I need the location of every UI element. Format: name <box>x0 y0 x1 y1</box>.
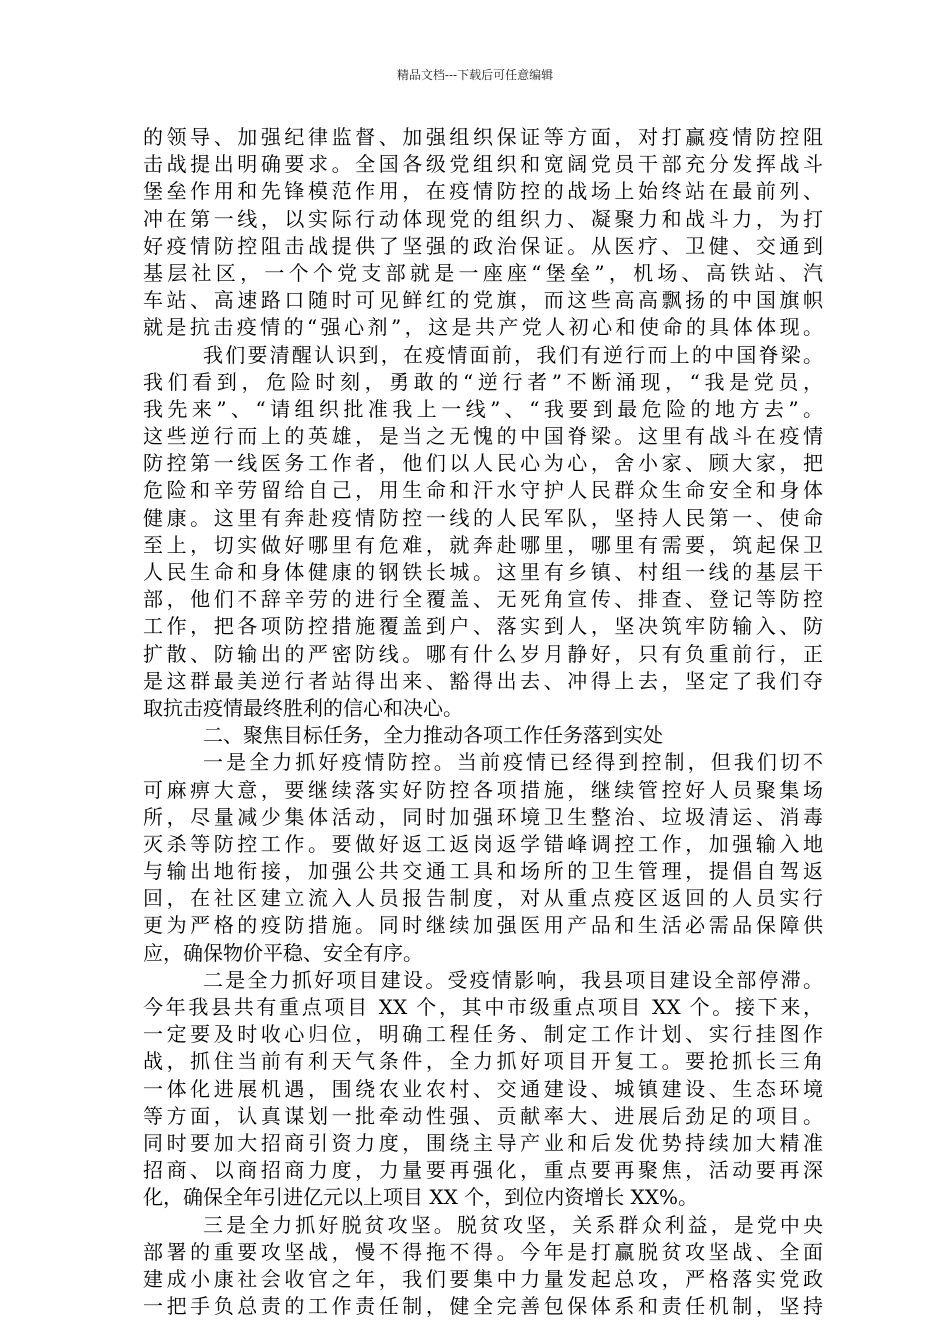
text-line: 堡垒作用和先锋模范作用，在疫情防控的战场上始终站在最前列、 <box>143 179 823 204</box>
text-line: 与输出地衔接，加强公共交通工具和场所的卫生管理，提倡自驾返 <box>143 859 823 884</box>
paragraph <box>143 124 823 342</box>
text-line: 人民生命和身体健康的钢铁长城。这里有乡镇、村组一线的基层干 <box>143 560 823 584</box>
text-line: 的领导、加强纪律监督、加强组织保证等方面，对打赢疫情防控阻 <box>143 125 823 149</box>
text-line: 至上，切实做好哪里有危难，就奔赴哪里，哪里有需要，筑起保卫 <box>143 532 823 557</box>
text-line: 击战提出明确要求。全国各级党组织和宽阔党员干部充分发挥战斗 <box>143 152 823 177</box>
text-line: 二是全力抓好项目建设。受疫情影响，我县项目建设全部停滞。 <box>203 967 823 992</box>
paragraph <box>143 749 823 967</box>
text-line: 三是全力抓好脱贫攻坚。脱贫攻坚，关系群众利益，是党中央 <box>203 1212 823 1237</box>
text-line: 健康。这里有奔赴疫情防控一线的人民军队，坚持人民第一、使命 <box>143 505 823 530</box>
text-line: 我们要清醒认识到，在疫情面前，我们有逆行而上的中国脊梁。 <box>203 342 823 367</box>
text-line: 扩散、防输出的严密防线。哪有什么岁月静好，只有负重前行，正 <box>143 641 823 666</box>
text-line: 部，他们不辞辛劳的进行全覆盖、无死角宣传、排查、登记等防控 <box>143 587 823 612</box>
text-line: 取抗击疫情最终胜利的信心和决心。 <box>143 695 463 720</box>
text-line: 战，抓住当前有利天气条件，全力抓好项目开复工。要抢抓长三角 <box>143 1049 823 1074</box>
text-line: 等方面，认真谋划一批牵动性强、贡献率大、进展后劲足的项目。 <box>143 1103 823 1128</box>
text-line: 我先来”、“请组织批准我上一线”、“我要到最危险的地方去”。 <box>143 396 823 421</box>
text-line: 同时要加大招商引资力度，围绕主导产业和后发优势持续加大精准 <box>143 1130 823 1155</box>
text-line: 好疫情防控阻击战提供了坚强的政治保证。从医疗、卫健、交通到 <box>143 233 823 258</box>
text-line: 就是抗击疫情的“强心剂”，这是共产党人初心和使命的具体体现。 <box>143 315 823 340</box>
text-line: 所，尽量减少集体活动，同时加强环境卫生整治、垃圾清运、消毒 <box>143 804 823 829</box>
text-line: 建成小康社会收官之年，我们要集中力量发起总攻，严格落实党政 <box>143 1266 823 1291</box>
text-line: 车站、高速路口随时可见鲜红的党旗，而这些高高飘扬的中国旗帜 <box>143 288 823 313</box>
text-line: 一是全力抓好疫情防控。当前疫情已经得到控制，但我们切不 <box>203 750 823 775</box>
text-line: 工作，把各项防控措施覆盖到户、落实到人，坚决筑牢防输入、防 <box>143 614 823 639</box>
text-line: 灭杀等防控工作。要做好返工返岗返学错峰调控工作，加强输入地 <box>143 831 823 856</box>
text-line: 今年我县共有重点项目 XX 个，其中市级重点项目 XX 个。接下来， <box>143 995 823 1019</box>
text-line: 一定要及时收心归位，明确工程任务、制定工作计划、实行挂图作 <box>143 1022 823 1047</box>
text-line: 危险和辛劳留给自己，用生命和汗水守护人民群众生命安全和身体 <box>143 478 823 503</box>
text-line: 一把手负总责的工作责任制，健全完善包保体系和责任机制，坚持 <box>143 1294 823 1319</box>
text-line: 更为严格的疫防措施。同时继续加强医用产品和生活必需品保障供 <box>143 913 823 938</box>
text-line: 一体化进展机遇，围绕农业农村、交通建设、城镇建设、生态环境 <box>143 1076 823 1101</box>
text-line: 部署的重要攻坚战，慢不得拖不得。今年是打赢脱贫攻坚战、全面 <box>143 1239 823 1264</box>
text-line: 防控第一线医务工作者，他们以人民心为心，舍小家、顾大家，把 <box>143 451 823 476</box>
document-body <box>143 124 823 1320</box>
page-header: 精品文档---下载后可任意编辑 <box>396 68 554 82</box>
text-line: 回，在社区建立流入人员报告制度，对从重点疫区返回的人员实行 <box>143 886 823 911</box>
text-line: 这些逆行而上的英雄，是当之无愧的中国脊梁。这里有战斗在疫情 <box>143 424 823 449</box>
paragraph <box>143 967 823 1212</box>
text-line: 我们看到，危险时刻，勇敢的“逆行者”不断涌现，“我是党员， <box>143 369 823 394</box>
text-line: 二、聚焦目标任务，全力推动各项工作任务落到实处 <box>203 723 663 748</box>
paragraph <box>143 1212 823 1321</box>
text-line: 基层社区，一个个党支部就是一座座“堡垒”，机场、高铁站、汽 <box>143 260 823 285</box>
paragraph <box>143 342 823 723</box>
text-line: 化，确保全年引进亿元以上项目 XX 个，到位内资增长 XX%。 <box>143 1185 699 1210</box>
text-line: 冲在第一线，以实际行动体现党的组织力、凝聚力和战斗力，为打 <box>143 206 823 231</box>
paragraph <box>143 722 823 749</box>
text-line: 是这群最美逆行者站得出来、豁得出去、冲得上去，坚定了我们夺 <box>143 668 823 693</box>
text-line: 应，确保物价平稳、安全有序。 <box>143 940 423 965</box>
text-line: 可麻痹大意，要继续落实好防控各项措施，继续管控好人员聚集场 <box>143 777 823 802</box>
text-line: 招商、以商招商力度，力量要再强化，重点要再聚焦，活动要再深 <box>143 1158 823 1183</box>
